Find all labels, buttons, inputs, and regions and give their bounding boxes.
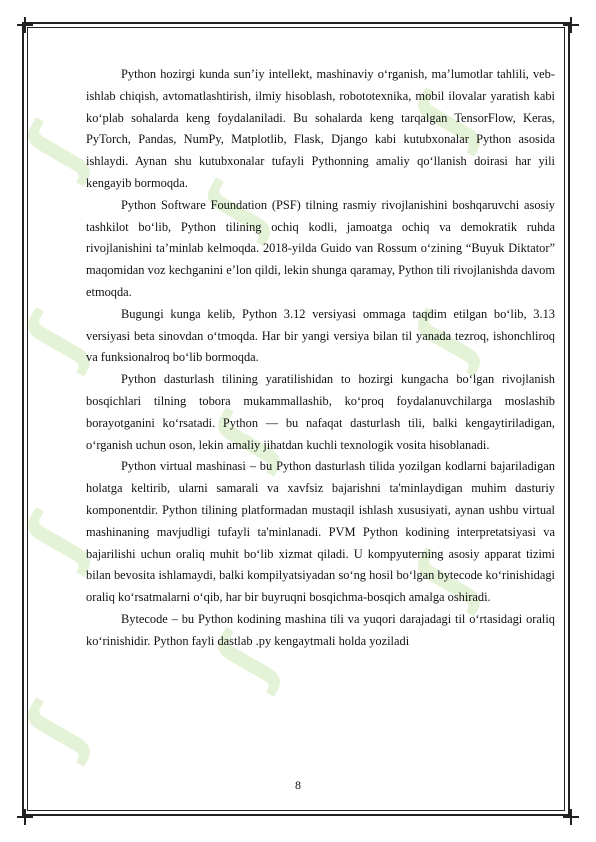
watermark-glyph: ʃ xyxy=(399,542,494,616)
corner-ornament-bottom-left xyxy=(17,809,33,825)
page-number: 8 xyxy=(295,778,301,792)
watermark-glyph: ʃ xyxy=(9,502,104,576)
paragraph: Bugungi kunga kelib, Python 3.12 versiyasi ommaga taqdim etilgan bo‘lib, 3.13 versiyasi beta sinovdan o‘tmoqda. Har bir yangi versiya bilan til yanada tezroq, ishonchliroq va funksionalroq bo‘lib bormoqda. xyxy=(86,306,555,365)
watermark-glyph: ʃ xyxy=(9,112,104,186)
paragraph: Python dasturlash tilining yaratilishidan to hozirgi kungacha bo‘lgan rivojlanish bosqichlari tilning tobora mukammallashib, ko‘proq foydalanuvchilarga moslashib borayotganini ko‘rsatadi. Python — bu nafaqat dasturlash tili, balki kengaytiriladigan, o‘rganish uchun oson, lekin amaliy jihatdan kuchli texnologik vosita hisoblanadi. xyxy=(86,372,555,452)
watermark-glyph: ʃ xyxy=(9,692,104,766)
corner-ornament-top-right xyxy=(563,17,579,33)
watermark-glyph: ʃ xyxy=(399,302,494,376)
corner-ornament-bottom-right xyxy=(563,809,579,825)
paragraph: Python hozirgi kunda sun’iy intellekt, mashinaviy o‘rganish, ma’lumotlar tahlili, veb-ishlab chiqish, avtomatlashtirish, ilmiy hisoblash, robototexnika, mobil ilovalar yaratish kabi ko‘plab sohalarda keng foydalaniladi. Bu sohalarda keng tarqalgan TensorFlow, Keras, PyTorch, Pandas, NumPy, Matplotlib, Flask, Django kabi kutubxonalar Python asosida ishlaydi. Aynan shu kutubxonalar tufayli Pythonning amaliy qo‘llanish doirasi har yili kengayib bormoqda. xyxy=(86,67,555,190)
watermark-glyph: ʃ xyxy=(199,402,294,476)
watermark-glyph: ʃ xyxy=(199,622,294,696)
corner-ornament-top-left xyxy=(17,17,33,33)
body-text xyxy=(86,64,555,653)
watermark-glyph: ʃ xyxy=(399,82,494,156)
paragraph: Bytecode – bu Python kodining mashina tili va yuqori darajadagi til o‘rtasidagi oraliq ko‘rinishidir. Python fayli dastlab .py kengaytmali holda yoziladi xyxy=(86,611,555,648)
paragraph: Python virtual mashinasi – bu Python dasturlash tilida yozilgan kodlarni bajariladigan holatga keltirib, ularni samarali va xavfsiz bajarishni ta'minlaydigan muhim dasturiy komponentdir. Python tilining platformadan mustaqil ishlash xususiyati, aynan ushbu virtual mashinaning mavjudligi tufayli ta'minlanadi. PVM Python kodining interpretatsiyasi va bajarilishi uchun oraliq muhit bo‘lib xizmat qiladi. U kompyuterning asosiy apparat tizimi bilan bevosita ishlamaydi, balki kompilyatsiyadan so‘ng hosil bo‘lgan bytecode ko‘rinishidagi oraliq ko‘rsatmalarni o‘qib, har bir buyruqni bosqichma-bosqich amalga oshiradi. xyxy=(86,459,555,605)
paragraph: Python Software Foundation (PSF) tilning rasmiy rivojlanishini boshqaruvchi asosiy tashkilot bo‘lib, Python tilining ochiq kodli, jamoatga ochiq va demokratik ruhda rivojlanishini ta’minlab kelmoqda. 2018-yilda Guido van Rossum o‘zining “Buyuk Diktator” maqomidan voz kechganini e’lon qildi, lekin shunga qaramay, Python tili rivojlanishda davom etmoqda. xyxy=(86,197,555,299)
watermark-glyph: ʃ xyxy=(9,302,104,376)
watermark-glyph: ʃ xyxy=(189,172,284,246)
